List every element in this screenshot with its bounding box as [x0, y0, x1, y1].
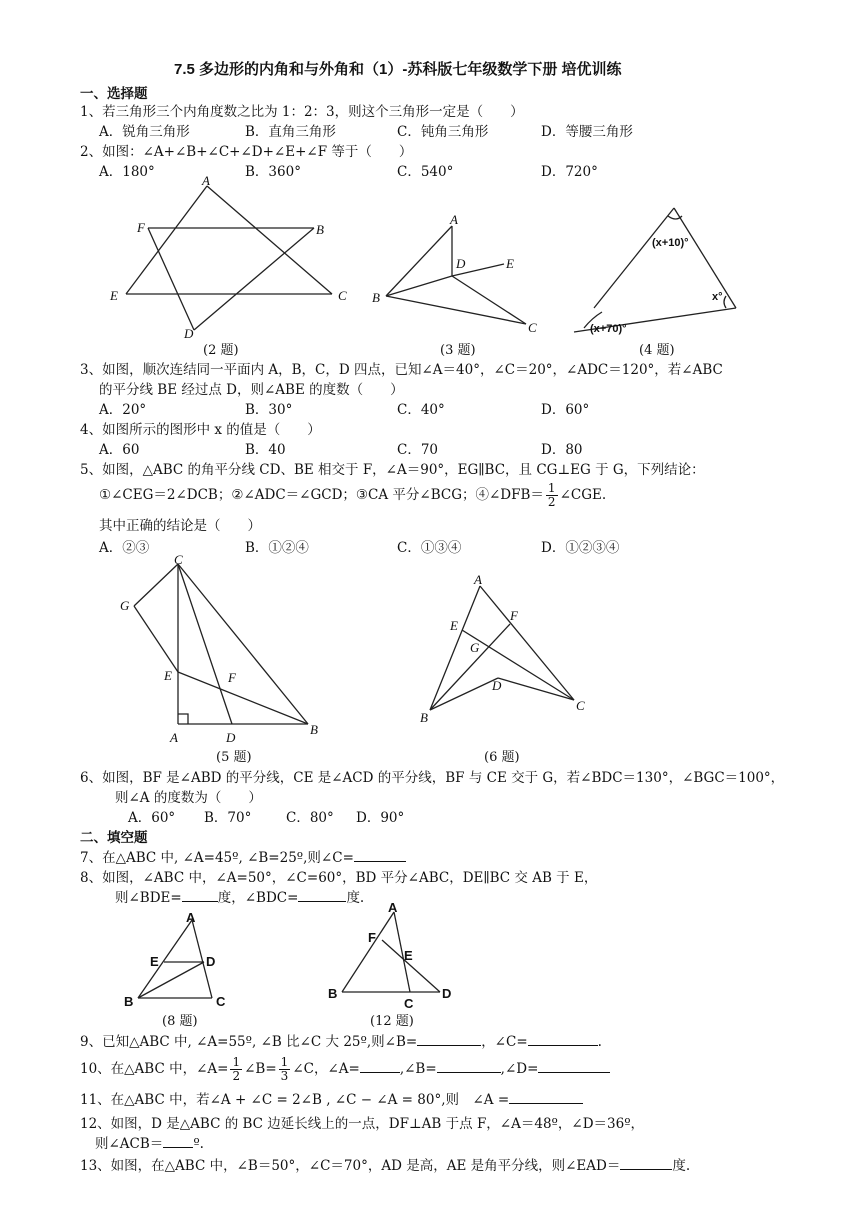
q7-text: 7、在△ABC 中, ∠A=45º, ∠B=25º,则∠C=: [80, 850, 354, 866]
fig8-label-c: C: [216, 994, 226, 1009]
q4-option-a: A．60: [99, 442, 140, 458]
caption-q6: (6 题): [484, 750, 520, 765]
q8-text-bde: 则∠BDE=: [115, 890, 182, 906]
figure-q6-triangle-concave: [410, 568, 600, 728]
question-4-stem: 4、如图所示的图形中 x 的值是（ ）: [80, 422, 321, 438]
fig12-segment-ab: [342, 912, 394, 992]
caption-q4: (4 题): [639, 343, 675, 358]
fig6-label-e: E: [450, 618, 458, 633]
q9-text-b: 9、已知△ABC 中, ∠A=55º, ∠B 比∠C 大 25º,则∠B=: [80, 1034, 418, 1050]
fig3-label-a: A: [450, 212, 458, 227]
question-9: [80, 1030, 602, 1050]
q1-option-b: B．直角三角形: [245, 124, 336, 140]
q6-option-d: D．90°: [356, 810, 405, 826]
question-6-line2: 则∠A 的度数为（ ）: [115, 790, 262, 806]
figure-q3-quadrilateral: [366, 210, 546, 340]
q5-option-a: A．②③: [99, 540, 150, 556]
q9-blank-b[interactable]: [417, 1033, 481, 1046]
fig5-label-g: G: [120, 598, 130, 613]
q4-option-c: C．70: [397, 442, 439, 458]
q5-conclusions-text: ①∠CEG＝2∠DCB；②∠ADC＝∠GCD；③CA 平分∠BCG；④∠DFB＝: [99, 487, 544, 503]
fig6-label-g: G: [470, 640, 480, 655]
q2-option-d: D．720°: [541, 164, 598, 180]
fig5-segment-eb: [178, 672, 308, 724]
q5-option-c: C．①③④: [397, 540, 462, 556]
q4-option-d: D．80: [541, 442, 583, 458]
q10-fraction-2-denominator: 3: [280, 1069, 289, 1083]
q2-option-a: A．180°: [99, 164, 155, 180]
fig2-label-a: A: [202, 173, 210, 188]
q3-option-d: D．60°: [541, 402, 590, 418]
fig5-label-b: B: [310, 722, 318, 737]
fig6-segment-dc: [498, 678, 574, 700]
fig12-label-f: F: [368, 930, 376, 945]
q7-answer-blank[interactable]: [354, 849, 406, 862]
fig3-label-e: E: [506, 256, 514, 271]
fig2-segment-ac: [207, 186, 332, 294]
q9-text-end: .: [597, 1034, 602, 1050]
fig6-label-d: D: [492, 678, 502, 693]
q5-conclusions-tail: ∠CGE.: [559, 487, 607, 503]
section-choice-heading: 一、选择题: [80, 86, 148, 101]
fig6-label-f: F: [510, 608, 518, 623]
question-6-line1: 6、如图，BF 是∠ABD 的平分线，CE 是∠ACD 的平分线，BF 与 CE 交于 G，若∠BDC＝130°，∠BGC＝100°，: [80, 770, 785, 786]
question-13: [80, 1154, 690, 1174]
fig5-segment-cb: [178, 564, 308, 724]
q9-blank-c[interactable]: [528, 1033, 598, 1046]
q5-fraction-numerator: 1: [547, 481, 556, 495]
q6-option-a: A．60°: [128, 810, 176, 826]
question-5-line1: 5、如图，△ABC 的角平分线 CD、BE 相交于 F，∠A＝90°，EG∥BC，且 CG⊥EG 于 G，下列结论：: [80, 462, 705, 478]
q10-fraction-2: [279, 1056, 291, 1083]
fig4-label-top-angle: (x+10)°: [652, 237, 689, 249]
q6-option-b: B．70°: [204, 810, 252, 826]
section-fill-heading: 二、填空题: [80, 830, 148, 845]
q5-fraction: [546, 482, 558, 509]
question-12-line1: 12、如图，D 是△ABC 的 BC 边延长线上的一点，DF⊥AB 于点 F，∠A＝48º，∠D＝36º，: [80, 1116, 645, 1132]
fig12-label-c: C: [404, 996, 414, 1010]
fig5-label-d: D: [226, 730, 236, 745]
fig8-label-a: A: [186, 912, 196, 925]
fig8-label-b: B: [124, 994, 134, 1009]
question-8-line1: 8、如图，∠ABC 中，∠A=50°，∠C=60°，BD 平分∠ABC，DE∥BC 交 AB 于 E，: [80, 870, 598, 886]
figure-q12-triangle: [326, 902, 466, 1010]
q10-fraction-1: [230, 1056, 242, 1083]
fig5-right-angle-mark: [178, 714, 188, 724]
q10-blank-d[interactable]: [538, 1060, 610, 1073]
q12-text-end: º.: [193, 1136, 204, 1152]
q12-answer-blank[interactable]: [163, 1135, 193, 1148]
question-10: [80, 1056, 610, 1083]
fig5-segment-gc: [134, 564, 178, 606]
q10-fraction-1-denominator: 2: [232, 1069, 241, 1083]
q4-option-b: B．40: [245, 442, 286, 458]
q13-text-end: 度.: [672, 1158, 691, 1174]
fig5-label-f: F: [228, 670, 236, 685]
fig5-label-a: A: [170, 730, 178, 745]
q6-option-c: C．80°: [286, 810, 334, 826]
figure-q5-right-triangle: [110, 552, 330, 747]
q1-option-a: A．锐角三角形: [99, 124, 190, 140]
question-5-line2: [99, 482, 606, 509]
q9-text-c: ，∠C=: [481, 1034, 528, 1050]
question-2-stem: 2、如图：∠A+∠B+∠C+∠D+∠E+∠F 等于（ ）: [80, 144, 413, 160]
fig8-segment-ab: [138, 920, 192, 998]
q10-fraction-1-numerator: 1: [232, 1055, 241, 1069]
fig5-segment-cd: [178, 564, 232, 724]
fig3-label-b: B: [372, 290, 380, 305]
q10-text-d: ,∠B=: [399, 1061, 437, 1077]
fig2-label-f: F: [137, 220, 145, 235]
q5-option-b: B．①②④: [245, 540, 309, 556]
q10-text-c: ∠C，∠A=: [292, 1061, 360, 1077]
question-11: [80, 1088, 583, 1108]
fig6-label-b: B: [420, 710, 428, 725]
q13-text: 13、如图，在△ABC 中，∠B＝50°，∠C＝70°，AD 是高，AE 是角平分线，则∠EAD＝: [80, 1158, 621, 1174]
question-3-line1: 3、如图，顺次连结同一平面内 A，B，C，D 四点，已知∠A＝40°，∠C＝20°，∠ADC＝120°，若∠ABC: [80, 362, 723, 378]
q3-option-b: B．30°: [245, 402, 293, 418]
figure-q8-triangle: [120, 912, 240, 1012]
figure-q2-star-hexagram: [100, 172, 360, 347]
fig8-label-d: D: [206, 954, 216, 969]
q12-text: 则∠ACB＝: [95, 1136, 164, 1152]
fig8-label-e: E: [150, 954, 159, 969]
fig5-segment-ge: [134, 606, 178, 672]
fig5-label-c: C: [174, 552, 183, 567]
question-1-stem: 1、若三角形三个内角度数之比为 1：2：3，则这个三角形一定是（ ）: [80, 104, 524, 120]
q8-text-bdc: 度，∠BDC=: [217, 890, 299, 906]
fig12-label-b: B: [328, 986, 338, 1001]
fig12-label-e: E: [404, 948, 413, 963]
q5-fraction-denominator: 2: [547, 495, 556, 509]
caption-q8: (8 题): [162, 1014, 198, 1029]
caption-q5: (5 题): [216, 750, 252, 765]
page-title: 7.5 多边形的内角和与外角和（1）-苏科版七年级数学下册 培优训练: [174, 61, 622, 78]
question-12-line2: [95, 1132, 204, 1152]
fig3-label-c: C: [528, 320, 537, 335]
fig2-label-b: B: [316, 222, 324, 237]
q10-blank-b[interactable]: [437, 1060, 501, 1073]
q10-fraction-2-numerator: 1: [280, 1055, 289, 1069]
fig2-segment-ae: [126, 186, 207, 294]
fig8-segment-bd: [138, 962, 204, 998]
caption-q3: (3 题): [440, 343, 476, 358]
fig4-side-right: [674, 208, 736, 308]
q13-answer-blank[interactable]: [620, 1157, 672, 1170]
fig2-segment-bd: [194, 228, 314, 330]
fig6-segment-bd: [430, 678, 498, 710]
caption-q2: (2 题): [203, 343, 239, 358]
fig6-label-c: C: [576, 698, 585, 713]
q3-option-a: A．20°: [99, 402, 147, 418]
fig2-label-d: D: [184, 326, 194, 341]
fig5-label-e: E: [164, 668, 172, 683]
q1-option-c: C．钝角三角形: [397, 124, 489, 140]
q11-answer-blank[interactable]: [509, 1091, 583, 1104]
q2-option-c: C．540°: [397, 164, 454, 180]
fig4-angle-arc-right: [724, 296, 726, 308]
question-7: [80, 846, 406, 866]
figure-q4-triangle: [566, 200, 746, 340]
q5-option-d: D．①②③④: [541, 540, 620, 556]
q10-text-e: ,∠D=: [500, 1061, 539, 1077]
q10-text-a: 10、在△ABC 中，∠A=: [80, 1061, 229, 1077]
fig2-segment-fd: [148, 228, 194, 330]
q11-text: 11、在△ABC 中，若∠A + ∠C = 2∠B , ∠C − ∠A = 80°,则 ∠A =: [80, 1092, 510, 1108]
q2-option-b: B．360°: [245, 164, 301, 180]
fig2-label-c: C: [338, 288, 347, 303]
q3-option-c: C．40°: [397, 402, 445, 418]
fig6-segment-bf: [430, 624, 510, 710]
fig4-label-exterior: (x+70)°: [590, 323, 627, 335]
q10-blank-a[interactable]: [360, 1060, 400, 1073]
fig4-label-x: x°: [712, 291, 723, 303]
q8-text-end: 度.: [346, 890, 365, 906]
question-5-line3: 其中正确的结论是（ ）: [99, 518, 261, 534]
fig6-label-a: A: [474, 572, 482, 587]
fig4-side-left: [594, 208, 674, 308]
question-3-line2: 的平分线 BE 经过点 D，则∠ABE 的度数（ ）: [99, 382, 404, 398]
fig12-label-a: A: [388, 902, 398, 915]
fig2-label-e: E: [110, 288, 118, 303]
fig3-label-d: D: [456, 256, 466, 271]
q8-blank-bde[interactable]: [182, 889, 218, 902]
fig12-label-d: D: [442, 986, 452, 1001]
q1-option-d: D．等腰三角形: [541, 124, 633, 140]
caption-q12: (12 题): [370, 1014, 414, 1029]
q10-text-b: ∠B=: [244, 1061, 277, 1077]
q8-blank-bdc[interactable]: [298, 889, 346, 902]
